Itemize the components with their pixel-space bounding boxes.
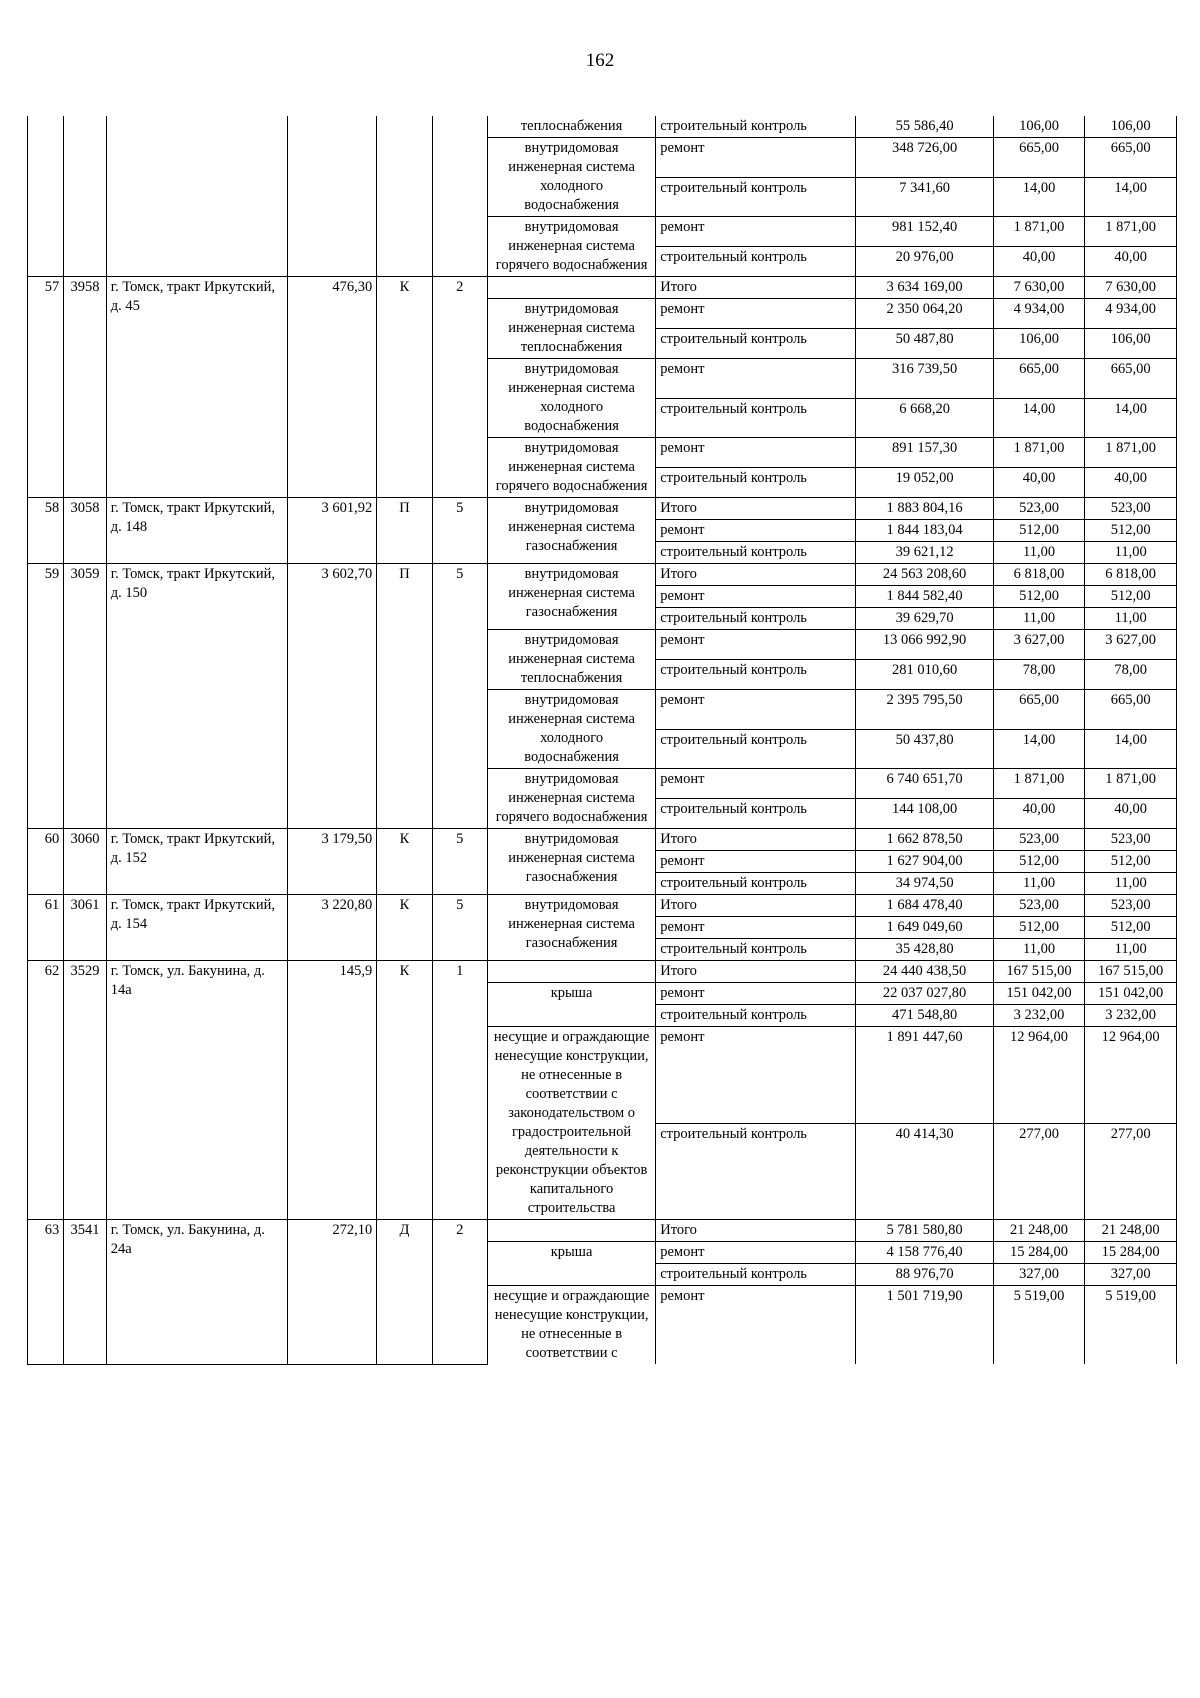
cell-cost: 24 440 438,50 [856,961,993,983]
cell-system: внутридомовая инженерная система газоснабжения [487,895,655,961]
cell-system: несущие и ограждающие ненесущие конструкции, не отнесенные в соответствии с законодательством о градостроительной деятельности к реконструкции объектов капитального строительства [487,1027,655,1220]
cell-system: внутридомовая инженерная система газоснабжения [487,829,655,895]
cell-floors: 5 [432,895,487,961]
cell-system: внутридомовая инженерная система газоснабжения [487,498,655,564]
cell-unit-cost-limit: 523,00 [1085,829,1177,851]
cell-wall-type: К [377,829,432,895]
cell-unit-cost: 12 964,00 [993,1027,1085,1124]
cell-unit-cost-limit: 512,00 [1085,851,1177,873]
cell-unit-cost-limit: 512,00 [1085,917,1177,939]
table-row [28,564,1177,586]
cell-area: 3 602,70 [287,564,376,829]
cell-system: внутридомовая инженерная система холодного водоснабжения [487,690,655,769]
cell-unit-cost: 3 232,00 [993,1005,1085,1027]
cell-unit-cost-limit: 4 934,00 [1085,299,1177,329]
table-row [28,1220,1177,1242]
cell-floors: 5 [432,498,487,564]
cell-unit-cost-limit: 12 964,00 [1085,1027,1177,1124]
cell-unit-cost-limit: 11,00 [1085,608,1177,630]
cell-cost: 1 883 804,16 [856,498,993,520]
cell-unit-cost-limit: 1 871,00 [1085,769,1177,799]
table-row [28,961,1177,983]
cell-cost: 471 548,80 [856,1005,993,1027]
cell-cost: 39 621,12 [856,542,993,564]
cell-cost: 50 487,80 [856,329,993,359]
cell-unit-cost: 11,00 [993,542,1085,564]
cell-work-type: ремонт [656,138,856,178]
cell-unit-cost: 512,00 [993,917,1085,939]
cell-unit-cost: 40,00 [993,799,1085,829]
cell-address: г. Томск, тракт Иркутский, д. 150 [106,564,287,829]
cell-unit-cost-limit: 14,00 [1085,398,1177,438]
cell-work-type: Итого [656,564,856,586]
cell-work-type: строительный контроль [656,329,856,359]
cell-unit-cost: 665,00 [993,359,1085,399]
cell-unit-cost-limit: 78,00 [1085,660,1177,690]
cell-unit-cost-limit: 1 871,00 [1085,217,1177,247]
cell-cost: 5 781 580,80 [856,1220,993,1242]
cell-cost: 20 976,00 [856,247,993,277]
cell-unit-cost-limit: 3 232,00 [1085,1005,1177,1027]
cell-floors: 2 [432,277,487,498]
cell-cost: 144 108,00 [856,799,993,829]
cell-cost: 1 662 878,50 [856,829,993,851]
cell-unit-cost-limit: 665,00 [1085,359,1177,399]
cell-address: г. Томск, тракт Иркутский, д. 154 [106,895,287,961]
cell-system: внутридомовая инженерная система горячего водоснабжения [487,769,655,829]
cell-unit-cost-limit: 11,00 [1085,542,1177,564]
cell-cost: 19 052,00 [856,468,993,498]
cell-unit-cost: 21 248,00 [993,1220,1085,1242]
cell-house-id: 3058 [64,498,107,564]
cell-cost: 34 974,50 [856,873,993,895]
cell-unit-cost: 14,00 [993,177,1085,217]
cell-system: внутридомовая инженерная система горячего водоснабжения [487,438,655,498]
cell-unit-cost: 523,00 [993,895,1085,917]
cell-work-type: ремонт [656,359,856,399]
cell-unit-cost-limit: 277,00 [1085,1123,1177,1220]
cell-unit-cost-limit: 40,00 [1085,247,1177,277]
cell-address: г. Томск, тракт Иркутский, д. 45 [106,277,287,498]
cell-cost: 2 350 064,20 [856,299,993,329]
cell-work-type: строительный контроль [656,729,856,769]
cell-work-type: Итого [656,1220,856,1242]
cell-system: внутридомовая инженерная система холодного водоснабжения [487,138,655,217]
cell-cost: 1 684 478,40 [856,895,993,917]
cell-cost: 348 726,00 [856,138,993,178]
cell-work-type: ремонт [656,690,856,730]
cell-work-type: ремонт [656,299,856,329]
table-row [28,895,1177,917]
cell-area: 476,30 [287,277,376,498]
cell-floors: 5 [432,829,487,895]
cell-work-type: строительный контроль [656,939,856,961]
cell-unit-cost-limit: 11,00 [1085,939,1177,961]
cell-cost: 981 152,40 [856,217,993,247]
cell-cost: 1 501 719,90 [856,1286,993,1365]
cell-work-type: Итого [656,961,856,983]
table-row [28,277,1177,299]
cell-unit-cost: 78,00 [993,660,1085,690]
cell-cost: 281 010,60 [856,660,993,690]
cell-unit-cost: 40,00 [993,468,1085,498]
cell-work-type: строительный контроль [656,398,856,438]
cell-cost: 6 740 651,70 [856,769,993,799]
cell-work-type: Итого [656,277,856,299]
cell-unit-cost: 512,00 [993,851,1085,873]
cell-unit-cost-limit: 106,00 [1085,116,1177,138]
cell-unit-cost: 11,00 [993,608,1085,630]
cell-unit-cost: 11,00 [993,873,1085,895]
cell-system [487,1220,655,1242]
cell-house-id: 3529 [64,961,107,1220]
cell-row-number: 63 [28,1220,64,1365]
cell-unit-cost-limit: 523,00 [1085,498,1177,520]
cell-cost: 1 891 447,60 [856,1027,993,1124]
cell-work-type: строительный контроль [656,1123,856,1220]
cell-cost: 4 158 776,40 [856,1242,993,1264]
cell-cost: 55 586,40 [856,116,993,138]
cell-cost: 1 844 582,40 [856,586,993,608]
cell-house-id: 3958 [64,277,107,498]
cell-unit-cost: 512,00 [993,520,1085,542]
cell-house-id [64,116,107,277]
cell-wall-type: П [377,564,432,829]
cell-cost: 1 844 183,04 [856,520,993,542]
cell-work-type: строительный контроль [656,542,856,564]
cell-unit-cost: 14,00 [993,398,1085,438]
cell-system: крыша [487,1242,655,1286]
cell-unit-cost-limit: 15 284,00 [1085,1242,1177,1264]
cell-cost: 2 395 795,50 [856,690,993,730]
cell-work-type: Итого [656,895,856,917]
cell-house-id: 3061 [64,895,107,961]
cell-row-number: 59 [28,564,64,829]
cell-unit-cost-limit: 3 627,00 [1085,630,1177,660]
cell-house-id: 3059 [64,564,107,829]
cell-cost: 316 739,50 [856,359,993,399]
cell-system: несущие и ограждающие ненесущие конструкции, не отнесенные в соответствии с [487,1286,655,1365]
cell-unit-cost: 4 934,00 [993,299,1085,329]
cell-work-type: ремонт [656,438,856,468]
cell-floors: 2 [432,1220,487,1365]
cell-unit-cost: 523,00 [993,498,1085,520]
table-row [28,498,1177,520]
cell-system: теплоснабжения [487,116,655,138]
cell-unit-cost-limit: 11,00 [1085,873,1177,895]
cell-floors: 1 [432,961,487,1220]
cell-unit-cost: 327,00 [993,1264,1085,1286]
cell-area: 272,10 [287,1220,376,1365]
cell-work-type: строительный контроль [656,660,856,690]
cell-unit-cost: 151 042,00 [993,983,1085,1005]
cell-work-type: строительный контроль [656,1005,856,1027]
cell-work-type: Итого [656,498,856,520]
cell-work-type: ремонт [656,851,856,873]
cell-work-type: ремонт [656,217,856,247]
cell-unit-cost: 1 871,00 [993,217,1085,247]
cell-unit-cost: 106,00 [993,116,1085,138]
repair-schedule-table [27,116,1177,1365]
cell-work-type: ремонт [656,983,856,1005]
cell-system: внутридомовая инженерная система теплоснабжения [487,630,655,690]
cell-unit-cost-limit: 665,00 [1085,690,1177,730]
page-number: 162 [585,50,615,71]
cell-work-type: ремонт [656,1242,856,1264]
cell-cost: 24 563 208,60 [856,564,993,586]
cell-work-type: Итого [656,829,856,851]
cell-work-type: строительный контроль [656,116,856,138]
cell-unit-cost: 665,00 [993,138,1085,178]
cell-cost: 40 414,30 [856,1123,993,1220]
cell-work-type: ремонт [656,917,856,939]
cell-unit-cost: 11,00 [993,939,1085,961]
cell-row-number [28,116,64,277]
cell-work-type: строительный контроль [656,1264,856,1286]
cell-unit-cost: 15 284,00 [993,1242,1085,1264]
cell-work-type: строительный контроль [656,608,856,630]
cell-unit-cost: 277,00 [993,1123,1085,1220]
cell-area: 3 220,80 [287,895,376,961]
cell-unit-cost: 5 519,00 [993,1286,1085,1365]
cell-area: 3 179,50 [287,829,376,895]
table-row [28,829,1177,851]
cell-cost: 7 341,60 [856,177,993,217]
cell-area [287,116,376,277]
cell-unit-cost-limit: 512,00 [1085,586,1177,608]
cell-wall-type: П [377,498,432,564]
cell-unit-cost: 523,00 [993,829,1085,851]
cell-unit-cost-limit: 167 515,00 [1085,961,1177,983]
cell-system: внутридомовая инженерная система горячего водоснабжения [487,217,655,277]
cell-address: г. Томск, тракт Иркутский, д. 148 [106,498,287,564]
cell-cost: 35 428,80 [856,939,993,961]
cell-unit-cost-limit: 106,00 [1085,329,1177,359]
cell-unit-cost: 1 871,00 [993,438,1085,468]
cell-work-type: строительный контроль [656,468,856,498]
cell-floors: 5 [432,564,487,829]
cell-unit-cost: 1 871,00 [993,769,1085,799]
cell-unit-cost-limit: 14,00 [1085,177,1177,217]
cell-unit-cost-limit: 40,00 [1085,468,1177,498]
cell-address [106,116,287,277]
cell-unit-cost-limit: 512,00 [1085,520,1177,542]
cell-unit-cost-limit: 6 818,00 [1085,564,1177,586]
cell-unit-cost: 3 627,00 [993,630,1085,660]
cell-address: г. Томск, тракт Иркутский, д. 152 [106,829,287,895]
cell-cost: 3 634 169,00 [856,277,993,299]
cell-unit-cost-limit: 151 042,00 [1085,983,1177,1005]
cell-cost: 88 976,70 [856,1264,993,1286]
cell-unit-cost-limit: 665,00 [1085,138,1177,178]
cell-system [487,277,655,299]
cell-unit-cost: 512,00 [993,586,1085,608]
cell-system: внутридомовая инженерная система газоснабжения [487,564,655,630]
cell-unit-cost-limit: 40,00 [1085,799,1177,829]
cell-wall-type: Д [377,1220,432,1365]
cell-unit-cost: 7 630,00 [993,277,1085,299]
cell-wall-type: К [377,895,432,961]
cell-unit-cost: 167 515,00 [993,961,1085,983]
cell-row-number: 62 [28,961,64,1220]
cell-system: внутридомовая инженерная система холодного водоснабжения [487,359,655,438]
cell-row-number: 57 [28,277,64,498]
cell-cost: 891 157,30 [856,438,993,468]
cell-cost: 39 629,70 [856,608,993,630]
cell-wall-type: К [377,277,432,498]
cell-unit-cost: 14,00 [993,729,1085,769]
cell-work-type: строительный контроль [656,177,856,217]
cell-work-type: ремонт [656,1027,856,1124]
cell-house-id: 3060 [64,829,107,895]
cell-wall-type: К [377,961,432,1220]
cell-area: 145,9 [287,961,376,1220]
cell-work-type: ремонт [656,586,856,608]
cell-floors [432,116,487,277]
cell-unit-cost-limit: 1 871,00 [1085,438,1177,468]
cell-unit-cost: 6 818,00 [993,564,1085,586]
cell-row-number: 58 [28,498,64,564]
cell-work-type: строительный контроль [656,799,856,829]
cell-house-id: 3541 [64,1220,107,1365]
cell-cost: 13 066 992,90 [856,630,993,660]
cell-unit-cost-limit: 14,00 [1085,729,1177,769]
table-body [28,116,1177,1364]
cell-work-type: ремонт [656,769,856,799]
cell-unit-cost-limit: 7 630,00 [1085,277,1177,299]
cell-work-type: строительный контроль [656,873,856,895]
cell-wall-type [377,116,432,277]
cell-system: крыша [487,983,655,1027]
cell-cost: 6 668,20 [856,398,993,438]
cell-address: г. Томск, ул. Бакунина, д. 24а [106,1220,287,1365]
cell-address: г. Томск, ул. Бакунина, д. 14а [106,961,287,1220]
cell-work-type: ремонт [656,520,856,542]
cell-unit-cost-limit: 523,00 [1085,895,1177,917]
cell-system [487,961,655,983]
cell-cost: 50 437,80 [856,729,993,769]
cell-work-type: строительный контроль [656,247,856,277]
cell-unit-cost: 40,00 [993,247,1085,277]
cell-system: внутридомовая инженерная система теплоснабжения [487,299,655,359]
cell-unit-cost-limit: 327,00 [1085,1264,1177,1286]
cell-unit-cost-limit: 21 248,00 [1085,1220,1177,1242]
cell-row-number: 61 [28,895,64,961]
cell-row-number: 60 [28,829,64,895]
table-row [28,116,1177,138]
cell-unit-cost-limit: 5 519,00 [1085,1286,1177,1365]
cell-work-type: ремонт [656,630,856,660]
cell-cost: 1 649 049,60 [856,917,993,939]
cell-work-type: ремонт [656,1286,856,1365]
cell-area: 3 601,92 [287,498,376,564]
cell-cost: 22 037 027,80 [856,983,993,1005]
cell-cost: 1 627 904,00 [856,851,993,873]
cell-unit-cost: 665,00 [993,690,1085,730]
cell-unit-cost: 106,00 [993,329,1085,359]
